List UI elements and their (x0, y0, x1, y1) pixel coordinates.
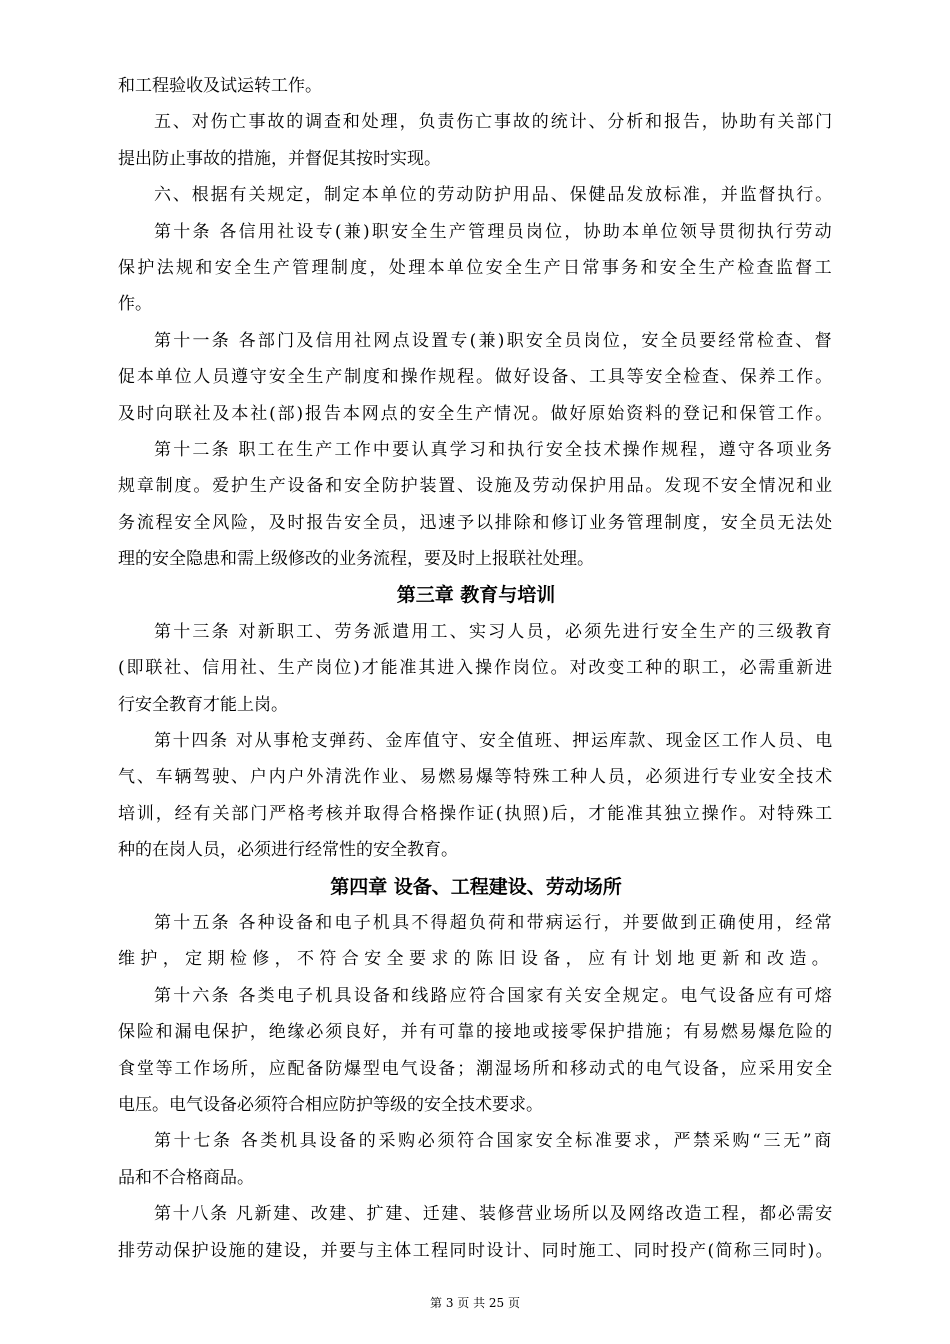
paragraph-line: 务流程安全风险，及时报告安全员，迅速予以排除和修订业务管理制度，安全员无法处 (118, 512, 834, 533)
paragraph-line: 品和不合格商品。 (118, 1167, 254, 1188)
document-body (118, 68, 834, 1269)
chapter-heading: 第四章 设备、工程建设、劳动场所 (330, 875, 622, 898)
paragraph-line: 维护，定期检修，不符合安全要求的陈旧设备，应有计划地更新和改造。 (118, 949, 834, 970)
paragraph-line: 作。 (118, 294, 152, 315)
paragraph-line: 电压。电气设备必须符合相应防护等级的安全技术要求。 (118, 1094, 543, 1115)
paragraph-first-line: 第十条 各信用社设专(兼)职安全生产管理员岗位，协助本单位领导贯彻执行劳动 (154, 221, 834, 242)
paragraph-first-line: 第十八条 凡新建、改建、扩建、迁建、装修营业场所以及网络改造工程，都必需安 (154, 1204, 834, 1225)
paragraph-first-line: 六、根据有关规定，制定本单位的劳动防护用品、保健品发放标准，并监督执行。 (154, 185, 834, 206)
paragraph-first-line: 第十三条 对新职工、劳务派遣用工、实习人员，必须先进行安全生产的三级教育 (154, 621, 834, 642)
paragraph-line: 理的安全隐患和需上级修改的业务流程，要及时上报联社处理。 (118, 549, 594, 570)
paragraph-first-line: 第十七条 各类机具设备的采购必须符合国家安全标准要求，严禁采购“三无”商 (154, 1131, 834, 1152)
chapter-heading: 第三章 教育与培训 (396, 584, 556, 607)
paragraph-line: 排劳动保护设施的建设，并要与主体工程同时设计、同时施工、同时投产(简称三同时)。 (118, 1240, 834, 1261)
paragraph-first-line: 第十二条 职工在生产工作中要认真学习和执行安全技术操作规程，遵守各项业务 (154, 439, 834, 460)
paragraph-line: (即联社、信用社、生产岗位)才能准其进入操作岗位。对改变工种的职工，必需重新进 (118, 658, 834, 679)
paragraph-line: 促本单位人员遵守安全生产制度和操作规程。做好设备、工具等安全检查、保养工作。 (118, 367, 834, 388)
paragraph-first-line: 五、对伤亡事故的调查和处理，负责伤亡事故的统计、分析和报告，协助有关部门 (154, 112, 834, 133)
paragraph-line: 气、车辆驾驶、户内户外清洗作业、易燃易爆等特殊工种人员，必须进行专业安全技术 (118, 767, 834, 788)
paragraph-line: 行安全教育才能上岗。 (118, 694, 288, 715)
paragraph-line: 和工程验收及试运转工作。 (118, 76, 322, 96)
paragraph-line: 培训，经有关部门严格考核并取得合格操作证(执照)后，才能准其独立操作。对特殊工 (118, 803, 834, 824)
paragraph-line: 及时向联社及本社(部)报告本网点的安全生产情况。做好原始资料的登记和保管工作。 (118, 403, 834, 424)
paragraph-line: 食堂等工作场所，应配备防爆型电气设备；潮湿场所和移动式的电气设备，应采用安全 (118, 1058, 834, 1079)
paragraph-first-line: 第十六条 各类电子机具设备和线路应符合国家有关安全规定。电气设备应有可熔 (154, 985, 834, 1006)
paragraph-line: 提出防止事故的措施，并督促其按时实现。 (118, 148, 441, 169)
paragraph-first-line: 第十四条 对从事枪支弹药、金库值守、安全值班、押运库款、现金区工作人员、电 (154, 731, 834, 752)
paragraph-line: 保险和漏电保护，绝缘必须良好，并有可靠的接地或接零保护措施；有易燃易爆危险的 (118, 1022, 834, 1043)
paragraph-first-line: 第十一条 各部门及信用社网点设置专(兼)职安全员岗位，安全员要经常检查、督 (154, 330, 834, 351)
paragraph-line: 保护法规和安全生产管理制度，处理本单位安全生产日常事务和安全生产检查监督工 (118, 257, 834, 278)
page-footer: 第 3 页 共 25 页 (430, 1296, 520, 1310)
paragraph-first-line: 第十五条 各种设备和电子机具不得超负荷和带病运行，并要做到正确使用，经常 (154, 912, 834, 933)
paragraph-line: 种的在岗人员，必须进行经常性的安全教育。 (118, 840, 458, 861)
paragraph-line: 规章制度。爱护生产设备和安全防护装置、设施及劳动保护用品。发现不安全情况和业 (118, 476, 834, 497)
